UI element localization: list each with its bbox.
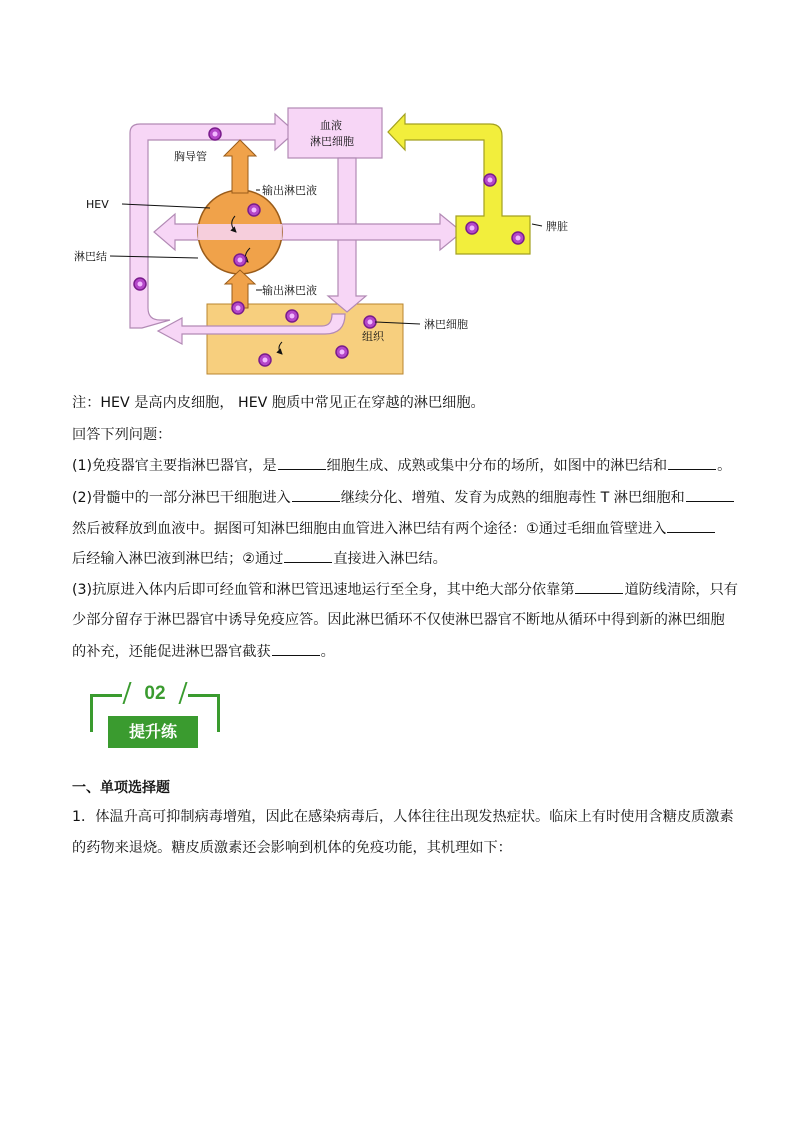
q2-blank-3[interactable] [667,518,715,533]
blood-box [288,108,382,158]
lymph-circulation-diagram [70,98,590,380]
q2-part-d: 后经输入淋巴液到淋巴结；②通过 [72,551,284,567]
q3-blank-2[interactable] [272,641,320,656]
question-3-line-1 [72,579,738,600]
label-lymph-node: 淋巴结 [74,250,107,263]
section-title: 一、单项选择题 [72,780,170,796]
q2-part-b: 继续分化、增殖、发育为成熟的细胞毒性 T 淋巴细胞和 [340,490,685,506]
question-4-line-2: 的药物来退烧。糖皮质激素还会影响到机体的免疫功能，其机理如下： [72,840,512,856]
question-3-line-3 [72,641,732,662]
q1-part-a: (1)免疫器官主要指淋巴器官，是 [72,458,277,474]
badge-number: 02 [122,680,188,708]
label-lymphocyte: 淋巴细胞 [424,318,468,331]
q1-part-c: 。 [717,458,732,474]
question-3-line-2: 少部分留存于淋巴器官中诱导免疫应答。因此淋巴循环不仅使淋巴器官不断地从循环中得到新的淋巴细胞 [72,612,725,628]
q2-part-e: 直接进入淋巴结。 [333,551,447,567]
question-2-line-1 [72,487,732,508]
label-blood: 血液 [320,119,342,132]
q1-part-b: 细胞生成、成熟或集中分布的场所，如图中的淋巴结和 [326,458,668,474]
label-spleen: 脾脏 [546,220,568,233]
question-1 [72,455,732,476]
label-thoracic-duct: 胸导管 [174,150,207,163]
q3-blank-1[interactable] [575,579,623,594]
q3-part-e: 。 [320,644,335,660]
q2-blank-4[interactable] [284,548,332,563]
label-efferent-bottom: 输出淋巴液 [262,284,317,297]
prompt-text: 回答下列问题： [72,427,172,443]
thoracic-duct-arrow [224,140,256,193]
note-text: 注：HEV 是高内皮细胞， HEV 胞质中常见正在穿越的淋巴细胞。 [72,395,485,411]
badge-title: 提升练 [108,716,198,748]
q2-part-a: (2)骨髓中的一部分淋巴干细胞进入 [72,490,291,506]
q3-part-a: (3)抗原进入体内后即可经血管和淋巴管迅速地运行至全身，其中绝大部分依靠第 [72,582,575,598]
label-blood-lymphocyte: 淋巴细胞 [310,135,354,148]
q2-blank-1[interactable] [292,487,340,502]
q2-blank-2[interactable] [686,487,734,502]
label-hev: HEV [86,198,109,211]
label-tissue: 组织 [362,330,384,343]
section-badge [86,680,222,750]
q3-part-b: 道防线清除，只有 [624,582,738,598]
question-2-line-2 [72,518,732,539]
label-efferent-top: 输出淋巴液 [262,184,317,197]
q3-part-d: 的补充，还能促进淋巴器官截获 [72,644,271,660]
q1-blank-1[interactable] [278,455,326,470]
question-4-line-1: 1．体温升高可抑制病毒增殖，因此在感染病毒后，人体往往出现发热症状。临床上有时使用含糖皮质激素 [72,809,734,825]
q1-blank-2[interactable] [668,455,716,470]
q2-part-c: 然后被释放到血液中。据图可知淋巴细胞由血管进入淋巴结有两个途径：①通过毛细血管壁进入 [72,521,667,537]
question-2-line-3 [72,548,732,569]
